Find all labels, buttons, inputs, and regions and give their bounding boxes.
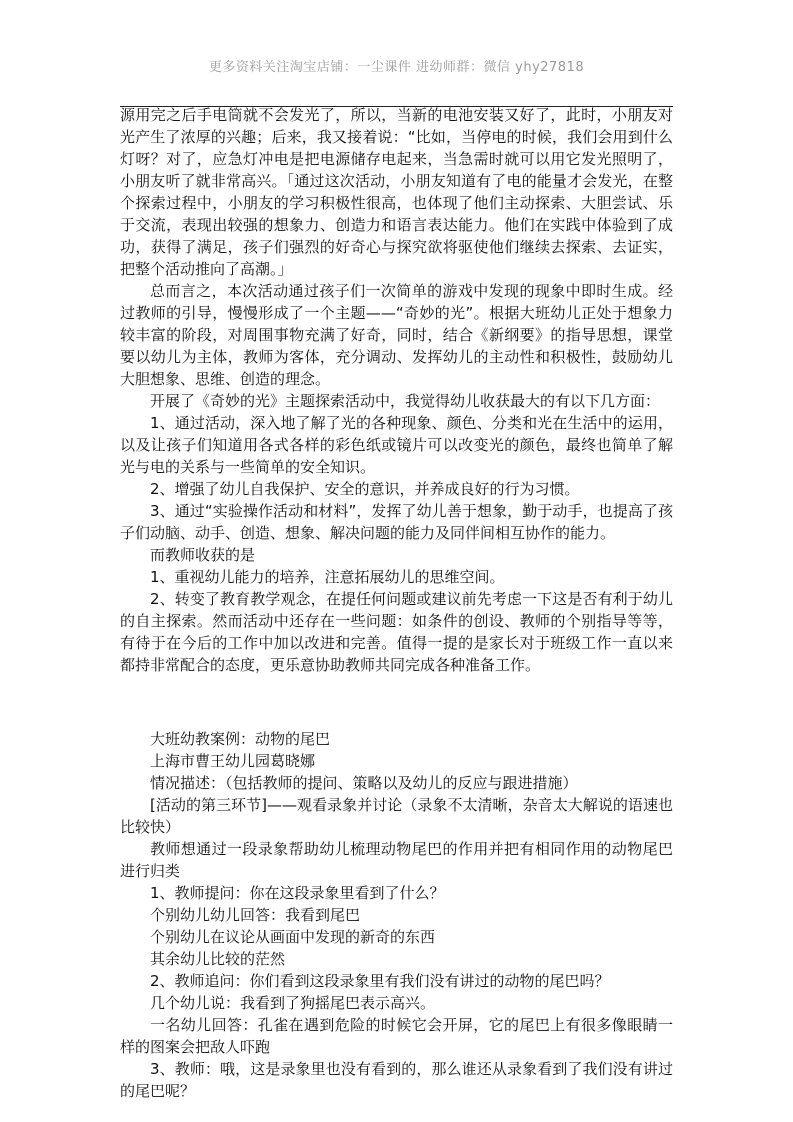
document-body bbox=[120, 104, 673, 1102]
paragraph: 几个幼儿说：我看到了狗摇尾巴表示高兴。 bbox=[150, 994, 436, 1012]
paragraph: 总而言之，本次活动通过孩子们一次简单的游戏中发现的现象中即时生成。经过教师的引导，慢慢形成了一个主题——“奇妙的光”。根据大班幼儿正处于想象力较丰富的阶段，对周围事物充满了好奇，同时，结合《新纲要》的指导思想，课堂要以幼儿为主体，教师为客体，充分调动、发挥幼儿的主动性和积极性，鼓励幼儿大胆想象、思维、创造的理念。 bbox=[120, 282, 673, 388]
paragraph: 情况描述：（包括教师的提问、策略以及幼儿的反应与跟进措施） bbox=[150, 774, 578, 792]
paragraph: 2、转变了教育教学观念，在提任何问题或建议前先考虑一下这是否有利于幼儿的自主探索。然而活动中还存在一些问题：如条件的创设、教师的个别指导等等，有待于在今后的工作中加以改进和完善。值得一提的是家长对于班级工作一直以来都持非常配合的态度，更乐意协助教师共同完成各种准备工作。 bbox=[120, 590, 673, 674]
paragraph: 个别幼儿在议论从画面中发现的新奇的东西 bbox=[150, 928, 436, 946]
paragraph: 1、教师提问：你在这段录象里看到了什么？ bbox=[150, 884, 445, 902]
paragraph: [活动的第三环节]——观看录象并讨论（录象不太清晰，杂音太大解说的语速也比较快） bbox=[120, 796, 673, 836]
paragraph: 1、通过活动，深入地了解了光的各种现象、颜色、分类和光在生活中的运用，以及让孩子们知道用各式各样的彩色纸或镜片可以改变光的颜色，最终也简单了解光与电的关系与一些简单的安全知识。 bbox=[120, 414, 673, 476]
paragraph: 上海市曹王幼儿园葛晓娜 bbox=[150, 752, 316, 770]
paragraph: 1、重视幼儿能力的培养，注意拓展幼儿的思维空间。 bbox=[150, 568, 505, 586]
paragraph: 开展了《奇妙的光》主题探索活动中，我觉得幼儿收获最大的有以下几方面： bbox=[150, 392, 661, 410]
paragraph: 3、教师：哦，这是录象里也没有看到的，那么谁还从录象看到了我们没有讲过的尾巴呢？ bbox=[120, 1060, 673, 1100]
paragraph: 源用完之后手电筒就不会发光了，所以，当新的电池安装又好了，此时，小朋友对光产生了浓厚的兴趣；后来，我又接着说：“比如，当停电的时候，我们会用到什么灯呀？对了，应急灯冲电是把电源储存电起来，当急需时就可以用它发光照明了，小朋友听了就非常高兴。「通过这次活动，小朋友知道有了电的能量才会发光，在整个探索过程中，小朋友的学习积极性很高，也体现了他们主动探索、大胆尝试、乐于交流，表现出较强的想象力、创造力和语言表达能力。他们在实践中体验到了成功，获得了满足，孩子们强烈的好奇心与探究欲将驱使他们继续去探索、去证实，把整个活动推向了高潮。」 bbox=[120, 106, 673, 278]
paragraph: 其余幼儿比较的茫然 bbox=[150, 950, 286, 968]
paragraph: 而教师收获的是 bbox=[150, 546, 256, 564]
paragraph: 3、通过“实验操作活动和材料”，发挥了幼儿善于想象，勤于动手，也提高了孩子们动脑、动手、创造、想象、解决问题的能力及同伴间相互协作的能力。 bbox=[120, 502, 673, 542]
paragraph: 个别幼儿幼儿回答：我看到尾巴 bbox=[150, 906, 361, 924]
paragraph: 2、教师追问：你们看到这段录象里有我们没有讲过的动物的尾巴吗？ bbox=[150, 972, 610, 990]
page-header-watermark: 更多资料关注淘宝店铺：一尘课件 进幼师群：微信 yhy27818 bbox=[208, 60, 585, 75]
paragraph: 教师想通过一段录象帮助幼儿梳理动物尾巴的作用并把有相同作用的动物尾巴进行归类 bbox=[120, 840, 673, 880]
paragraph: 一名幼儿回答：孔雀在遇到危险的时候它会开屏，它的尾巴上有很多像眼睛一样的图案会把敌人吓跑 bbox=[120, 1016, 673, 1056]
blank-line bbox=[120, 691, 673, 713]
paragraph: 2、增强了幼儿自我保护、安全的意识，并养成良好的行为习惯。 bbox=[150, 480, 580, 498]
paragraph: 大班幼教案例：动物的尾巴 bbox=[150, 730, 331, 748]
